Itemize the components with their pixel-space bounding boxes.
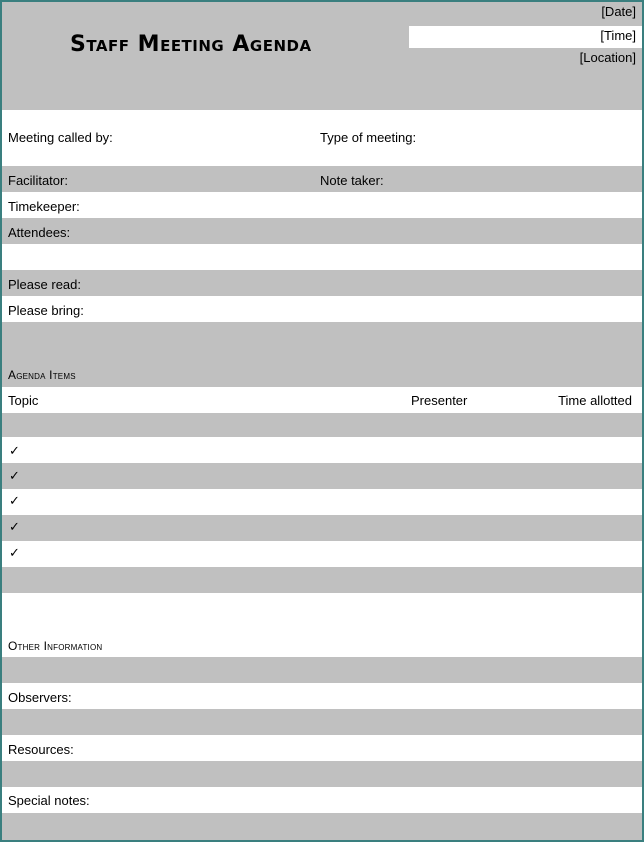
checkmark-icon: ✓ (9, 545, 20, 560)
please-read-label: Please read: (8, 277, 81, 292)
note-taker-label: Note taker: (320, 173, 384, 188)
other-info-row (2, 709, 642, 735)
row-please-read (2, 270, 642, 296)
row-blank (2, 244, 642, 270)
row-please-bring (2, 296, 642, 322)
other-info-row (2, 657, 642, 683)
agenda-row (2, 437, 642, 463)
observers-label: Observers: (8, 690, 72, 705)
agenda-row (2, 489, 642, 515)
please-bring-label: Please bring: (8, 303, 84, 318)
presenter-column-header: Presenter (411, 393, 468, 408)
agenda-row (2, 515, 642, 541)
checkmark-icon: ✓ (9, 493, 20, 508)
checkmark-icon: ✓ (9, 468, 20, 483)
other-information-heading: Other Information (8, 639, 103, 653)
agenda-row (2, 463, 642, 489)
row-attendees (2, 218, 642, 244)
date-field[interactable]: [Date] (601, 4, 636, 19)
row-resources (2, 735, 642, 761)
agenda-heading-band (2, 322, 642, 387)
agenda-items-heading: Agenda Items (8, 368, 76, 382)
row-observers (2, 683, 642, 709)
checkmark-icon: ✓ (9, 519, 20, 534)
resources-label: Resources: (8, 742, 74, 757)
type-of-meeting-label: Type of meeting: (320, 130, 417, 145)
location-field[interactable]: [Location] (579, 50, 636, 65)
agenda-spacer-row (2, 413, 642, 437)
checkmark-icon: ✓ (9, 443, 20, 458)
meeting-called-by-label: Meeting called by: (8, 130, 113, 145)
time-allotted-column-header: Time allotted (558, 393, 632, 408)
page-title: Staff Meeting Agenda (70, 32, 312, 57)
row-timekeeper (2, 192, 642, 218)
agenda-column-header (2, 387, 642, 413)
special-notes-label: Special notes: (8, 793, 90, 808)
agenda-row (2, 541, 642, 567)
attendees-label: Attendees: (8, 225, 71, 240)
facilitator-label: Facilitator: (8, 173, 68, 188)
row-special-notes (2, 787, 642, 813)
time-field[interactable]: [Time] (600, 28, 636, 43)
other-info-row (2, 761, 642, 787)
agenda-spacer-row (2, 567, 642, 593)
other-info-row (2, 813, 642, 840)
topic-column-header: Topic (8, 393, 39, 408)
timekeeper-label: Timekeeper: (8, 199, 80, 214)
